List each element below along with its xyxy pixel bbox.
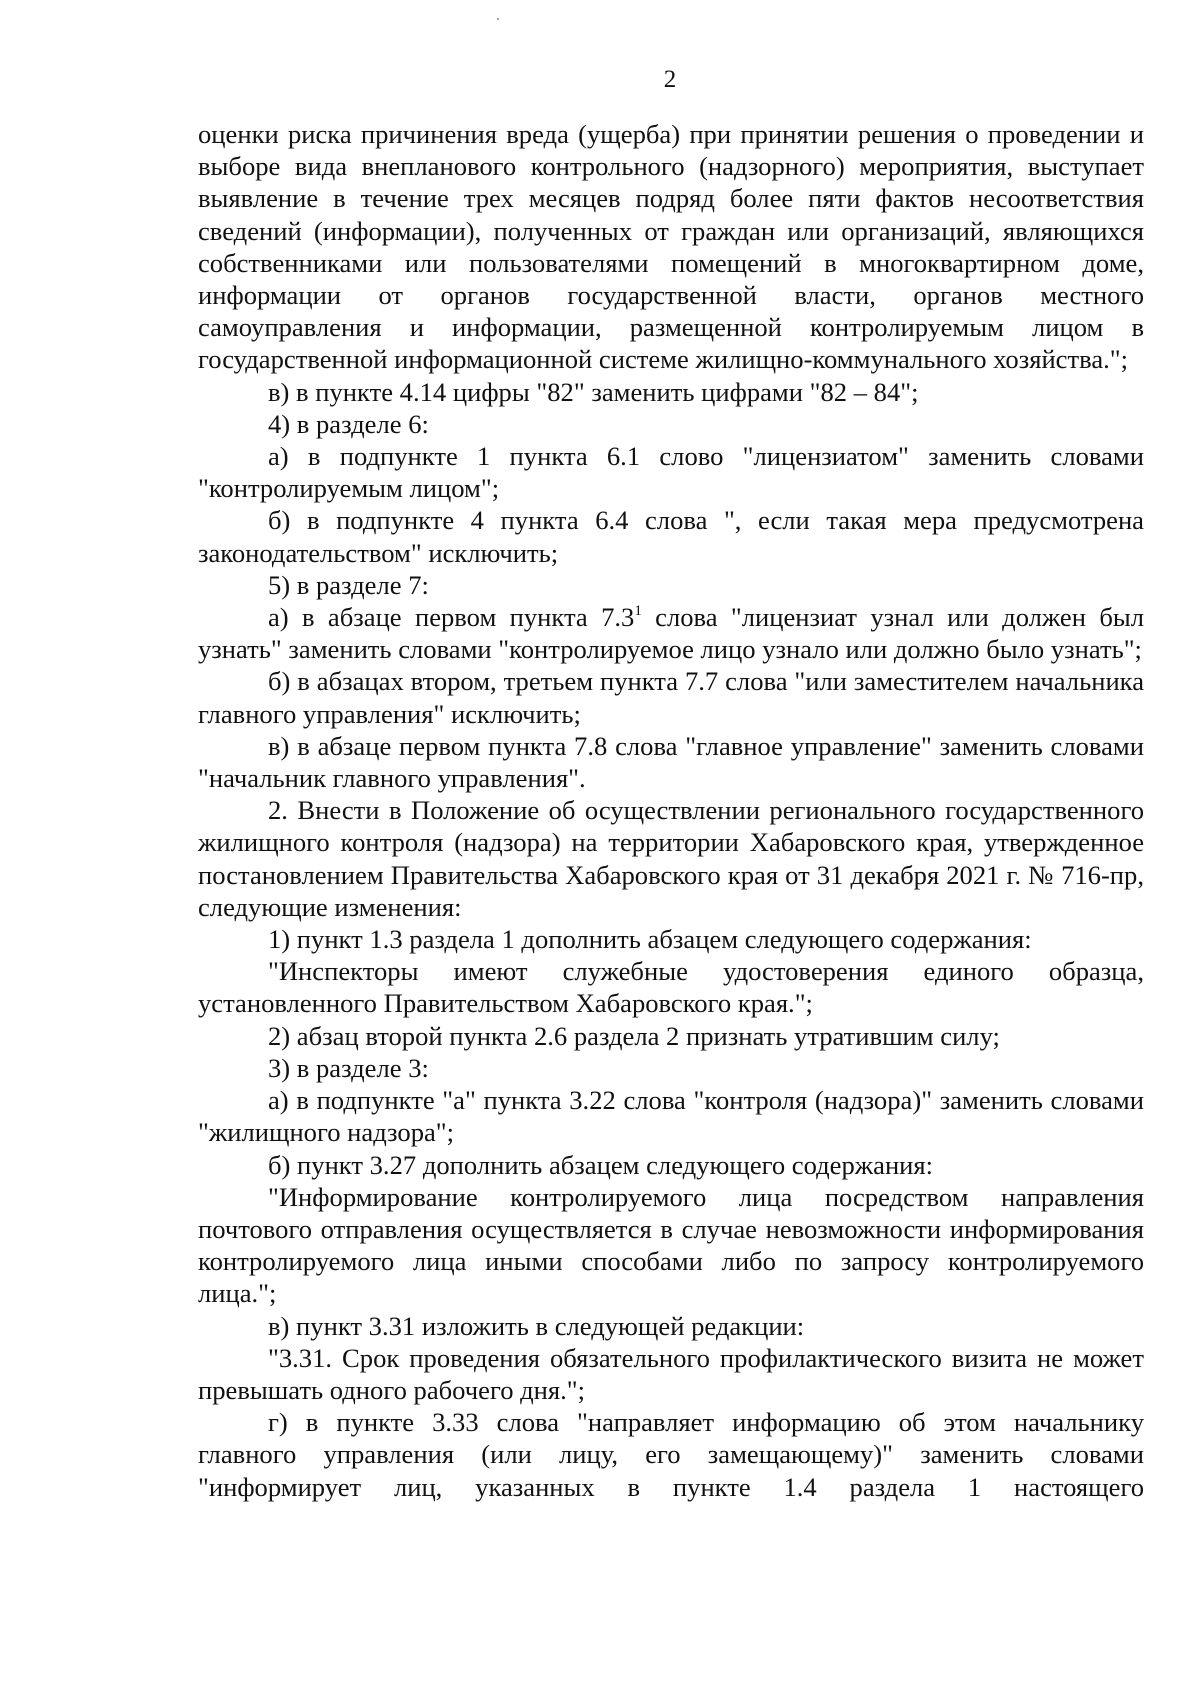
paragraph: "Инспекторы имеют служебные удостоверения единого образца, установленного Правительством Хабаровского края.";: [198, 956, 1144, 1019]
document-body: [198, 118, 1144, 1503]
paragraph-text: а) в абзаце первом пункта 7.3: [268, 602, 635, 633]
paragraph: оценки риска причинения вреда (ущерба) при принятии решения о проведении и выборе вида внепланового контрольного (надзорного) мероприятия, выступает выявление в течение трех месяцев подряд более пяти фактов несоответствия сведений (информации), полученных от граждан или организаций, являющихся собственниками или пользователями помещений в многоквартирном доме, информации от органов государственной власти, органов местного самоуправления и информации, размещенной контролируемым лицом в государственной информационной системе жилищно-коммунального хозяйства.";: [198, 119, 1144, 375]
paragraph: в) пункт 3.31 изложить в следующей редакции:: [268, 1310, 805, 1341]
paragraph: в) в абзаце первом пункта 7.8 слова "главное управление" заменить словами "начальник главного управления".: [198, 730, 1144, 794]
paragraph: б) в подпункте 4 пункта 6.4 слова ", если такая мера предусмотрена законодательством" исключить;: [198, 505, 1144, 568]
paragraph: "Информирование контролируемого лица посредством направления почтового отправления осуществляется в случае невозможности информирования контролируемого лица иными способами либо по запросу контролируемого лица.";: [198, 1181, 1144, 1309]
paragraph: г) в пункте 3.33 слова "направляет информацию об этом начальнику главного управления (или лицу, его замещающему)" заменить словами "информирует лиц, указанных в пункте 1.4 раздела 1 настоящего: [198, 1407, 1144, 1502]
paragraph: [198, 601, 1144, 665]
paragraph: в) в пункте 4.14 цифры "82" заменить цифрами "82 – 84";: [268, 376, 919, 407]
paragraph: 5) в разделе 7:: [268, 569, 429, 600]
paragraph: б) пункт 3.27 дополнить абзацем следующего содержания:: [268, 1149, 934, 1180]
paragraph: 3) в разделе 3:: [268, 1052, 429, 1083]
paragraph: "3.31. Срок проведения обязательного профилактического визита не может превышать одного рабочего дня.";: [198, 1342, 1144, 1405]
superscript: 1: [634, 603, 642, 620]
paragraph: а) в подпункте 1 пункта 6.1 слово "лицензиатом" заменить словами "контролируемым лицом";: [198, 441, 1144, 504]
paragraph: а) в подпункте "а" пункта 3.22 слова "контроля (надзора)" заменить словами "жилищного надзора";: [198, 1085, 1144, 1148]
paragraph: б) в абзацах втором, третьем пункта 7.7 слова "или заместителем начальника главного управления" исключить;: [198, 666, 1144, 729]
paragraph: 4) в разделе 6:: [268, 408, 429, 439]
page-number: 2: [663, 66, 677, 93]
paragraph: 2. Внести в Положение об осуществлении регионального государственного жилищного контроля (надзора) на территории Хабаровского края, утвержденное постановлением Правительства Хабаровского края от 31 декабря 2021 г. № 716-пр, следующие изменения:: [198, 795, 1144, 922]
paragraph-text: слова "лицензиат узнал или должен был узнать" заменить словами "контролируемое лицо узнало или должно было узнать";: [198, 602, 1144, 665]
scan-artifact: [497, 18, 499, 20]
paragraph: 2) абзац второй пункта 2.6 раздела 2 признать утратившим силу;: [268, 1020, 1000, 1051]
paragraph: 1) пункт 1.3 раздела 1 дополнить абзацем следующего содержания:: [268, 924, 1032, 955]
